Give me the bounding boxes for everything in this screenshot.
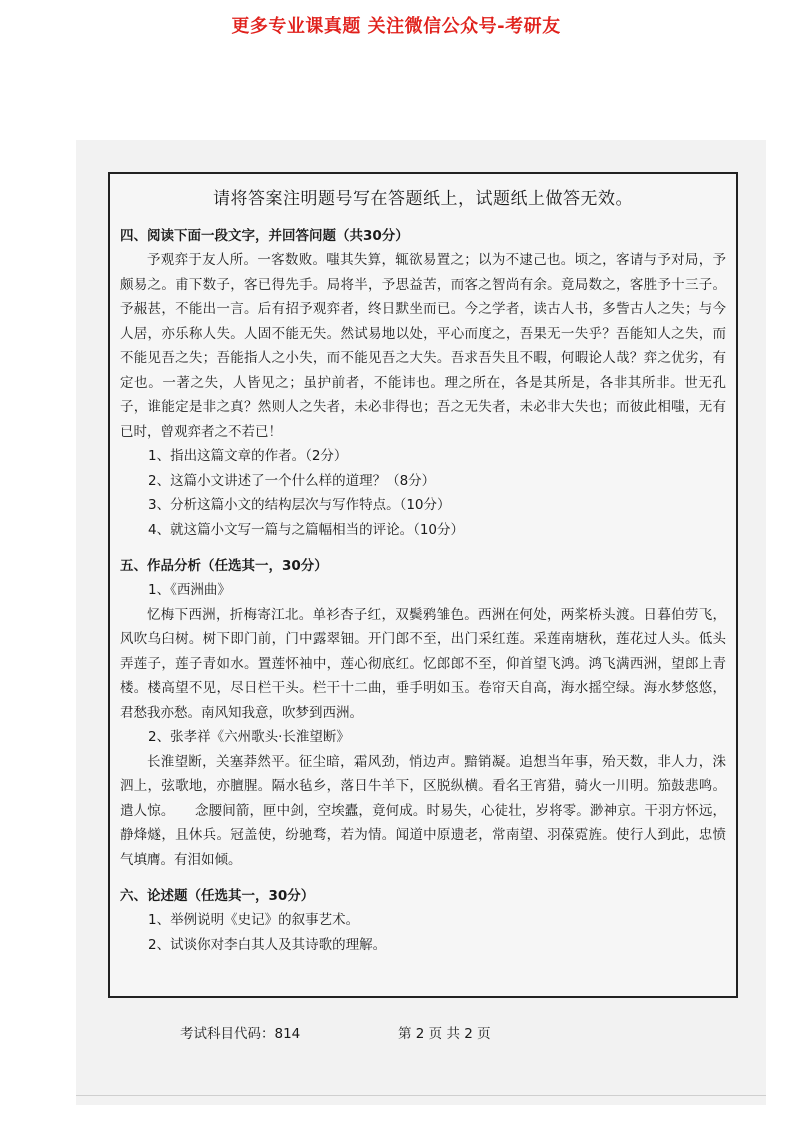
section-4-title: 四、阅读下面一段文字，并回答问题（共30分）: [120, 228, 409, 244]
section-4-question-2: 2、这篇小文讲述了一个什么样的道理？（8分）: [148, 472, 436, 489]
section-4-passage: 予观弈于友人所。一客数败。嗤其失算，辄欲易置之；以为不逮己也。顷之，客请与予对局，予颇易之。甫下数子，客已得先手。局将半，予思益苦，而客之智尚有余。竟局数之，客胜予十三子。予赧甚，不能出一言。后有招予观弈者，终日默坐而已。今之学者，读古人书，多訾古人之失；与今人居，亦乐称人失。人固不能无失。然试易地以处，平心而度之，吾果无一失乎？吾能知人之失，而不能见吾之失；吾能指人之小失，而不能见吾之大失。吾求吾失且不暇，何暇论人哉？弈之优劣，有定也。一著之失，人皆见之；虽护前者，不能讳也。理之所在，各是其所是，各非其所非。世无孔子，谁能定是非之真？然则人之失者，未必非得也；吾之无失者，未必非大失也；而彼此相嗤，无有已时，曾观弈者之不若已！: [120, 252, 726, 440]
page-number: 第 2 页 共 2 页: [398, 1026, 491, 1042]
section-6-title: 六、论述题（任选其一，30分）: [120, 888, 315, 904]
section-5-item-1-title: 1、《西洲曲》: [148, 582, 231, 598]
exam-frame: [108, 172, 738, 1042]
section-5-item-1-text: 忆梅下西洲，折梅寄江北。单衫杏子红，双鬓鸦雏色。西洲在何处，两桨桥头渡。日暮伯劳飞，风吹乌臼树。树下即门前，门中露翠钿。开门郎不至，出门采红莲。采莲南塘秋，莲花过人头。低头弄莲子，莲子青如水。置莲怀袖中，莲心彻底红。忆郎郎不至，仰首望飞鸿。鸿飞满西洲，望郎上青楼。楼高望不见，尽日栏干头。栏干十二曲，垂手明如玉。卷帘天自高，海水摇空绿。海水梦悠悠，君愁我亦愁。南风知我意，吹梦到西洲。: [120, 606, 726, 721]
section-5-title: 五、作品分析（任选其一，30分）: [120, 558, 328, 574]
section-5-item-2-title: 2、张孝祥《六州歌头·长淮望断》: [148, 729, 350, 745]
section-6-question-2: 2、试谈你对李白其人及其诗歌的理解。: [148, 936, 387, 953]
promo-banner-text: 更多专业课真题 关注微信公众号-考研友: [221, 10, 570, 40]
section-4-question-1: 1、指出这篇文章的作者。（2分）: [148, 448, 348, 464]
promo-banner: [0, 10, 792, 40]
exam-content: [120, 224, 726, 957]
answer-notice: 请将答案注明题号写在答题纸上，试题纸上做答无效。: [213, 189, 633, 209]
section-6-question-1: 1、举例说明《史记》的叙事艺术。: [148, 912, 360, 928]
section-5-item-2-text: 长淮望断，关塞莽然平。征尘暗，霜风劲，悄边声。黯销凝。追想当年事，殆天数，非人力，洙泗上，弦歌地，亦膻腥。隔水毡乡，落日牛羊下，区脱纵横。看名王宵猎，骑火一川明。笳鼓悲鸣。遣人惊。 念腰间箭，匣中剑，空埃蠹，竟何成。时易失，心徒壮，岁将零。渺神京。干羽方怀远，静烽燧，且休兵。冠盖使，纷驰骛，若为情。闻道中原遗老，常南望、羽葆霓旌。使行人到此，忠愤气填膺。有泪如倾。: [120, 753, 726, 868]
exam-subject-code: 考试科目代码：814: [180, 1026, 301, 1042]
section-4-question-3: 3、分析这篇小文的结构层次与写作特点。（10分）: [148, 497, 451, 513]
scan-edge-line: [76, 1095, 766, 1096]
section-4-question-4: 4、就这篇小文写一篇与之篇幅相当的评论。（10分）: [148, 521, 465, 538]
